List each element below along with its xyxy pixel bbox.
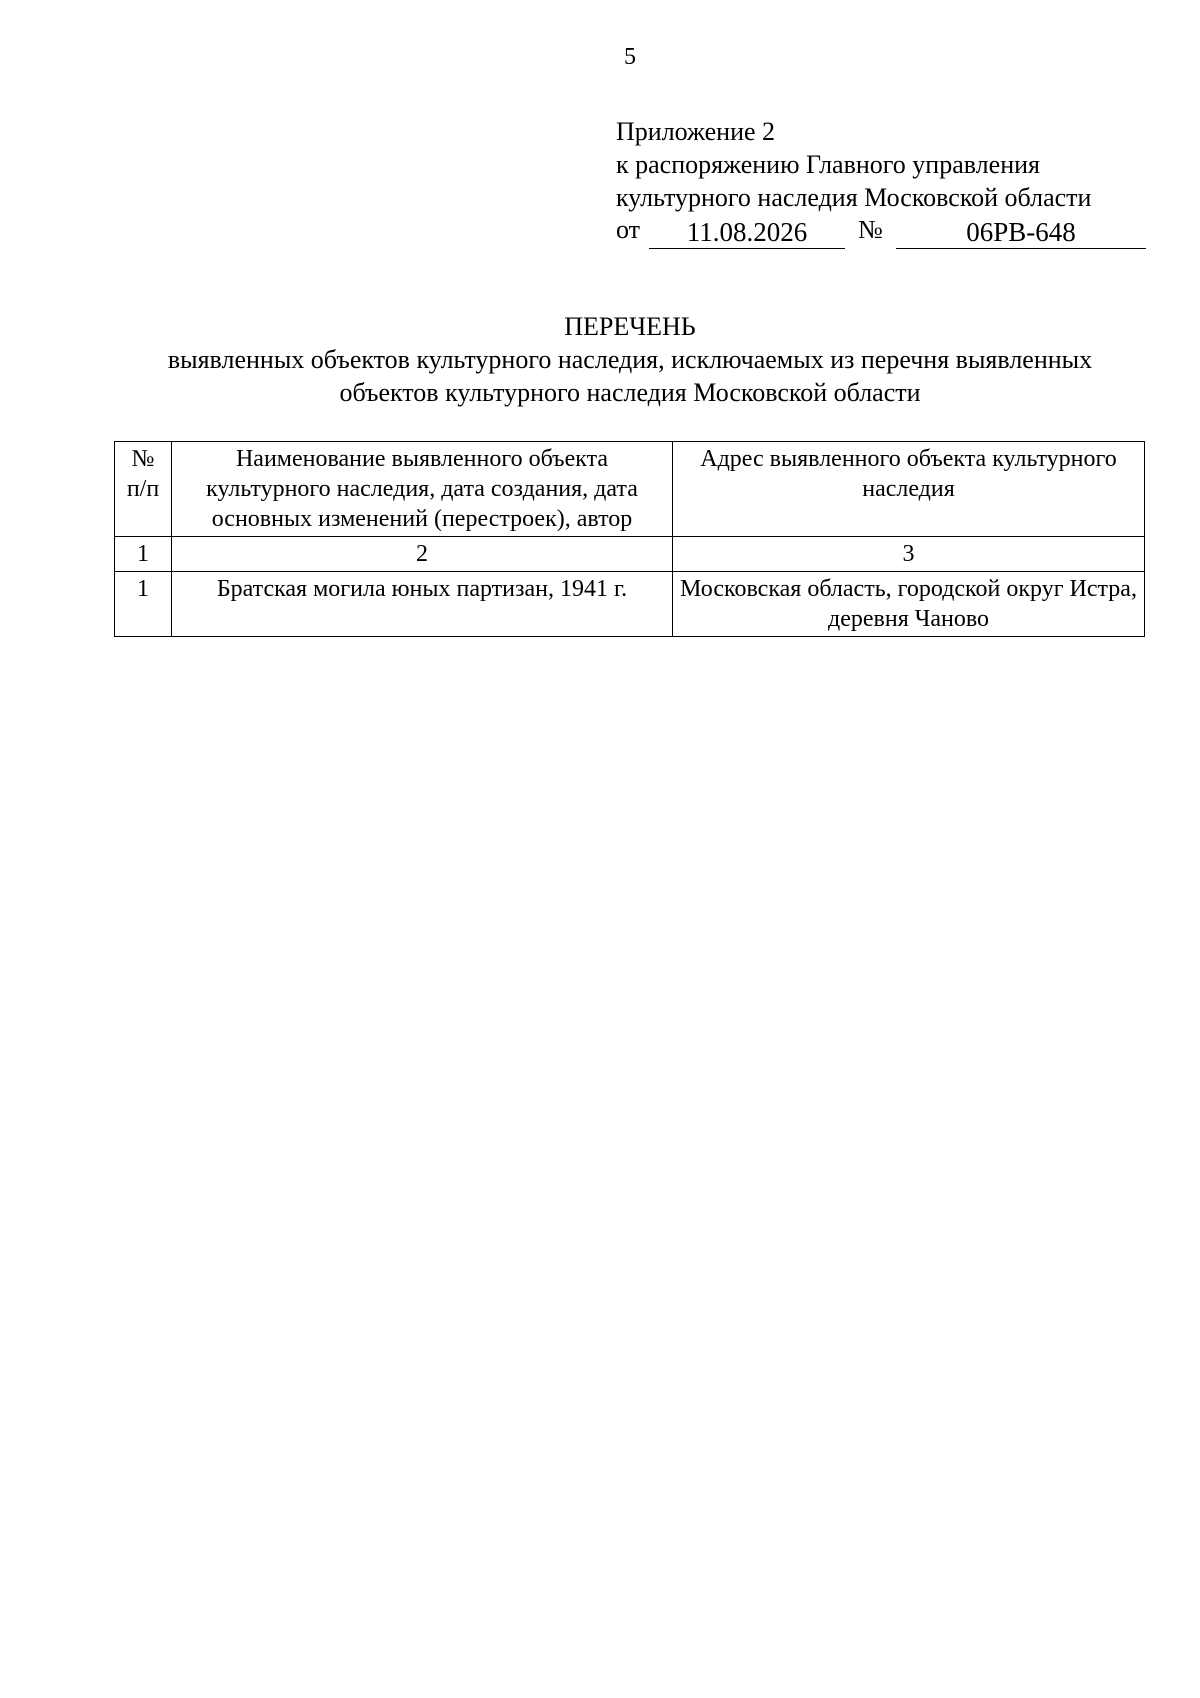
table-index-row bbox=[115, 537, 1145, 572]
appendix-order-ref: к распоряжению Главного управления bbox=[616, 150, 1040, 179]
order-date-number-line bbox=[616, 213, 1146, 249]
header-address: Адрес выявленного объекта культурного наследия bbox=[673, 442, 1145, 537]
header-number: № п/п bbox=[115, 442, 172, 537]
appendix-title: Приложение 2 bbox=[616, 117, 776, 146]
page-number: 5 bbox=[624, 44, 636, 70]
appendix-block bbox=[616, 115, 1091, 214]
index-cell-3: 3 bbox=[673, 537, 1145, 572]
index-cell-1: 1 bbox=[115, 537, 172, 572]
objects-table bbox=[114, 441, 1145, 637]
table-row bbox=[115, 572, 1145, 637]
row-name: Братская могила юных партизан, 1941 г. bbox=[172, 572, 673, 637]
document-title bbox=[0, 310, 1200, 409]
order-date: 11.08.2026 bbox=[649, 218, 845, 249]
number-label: № bbox=[858, 215, 883, 244]
table-header-row bbox=[115, 442, 1145, 537]
row-number: 1 bbox=[115, 572, 172, 637]
row-address: Московская область, городской округ Истра, деревня Чаново bbox=[673, 572, 1145, 637]
appendix-authority: культурного наследия Московской области bbox=[616, 183, 1092, 212]
index-cell-2: 2 bbox=[172, 537, 673, 572]
header-name: Наименование выявленного объекта культурного наследия, дата создания, дата основных изменений (перестроек), автор bbox=[172, 442, 673, 537]
title-heading: ПЕРЕЧЕНЬ bbox=[564, 312, 696, 341]
order-number: 06РВ-648 bbox=[896, 218, 1146, 249]
from-label: от bbox=[616, 215, 641, 244]
title-line-2: объектов культурного наследия Московской области bbox=[339, 378, 921, 407]
title-line-1: выявленных объектов культурного наследия, исключаемых из перечня выявленных bbox=[167, 345, 1093, 374]
